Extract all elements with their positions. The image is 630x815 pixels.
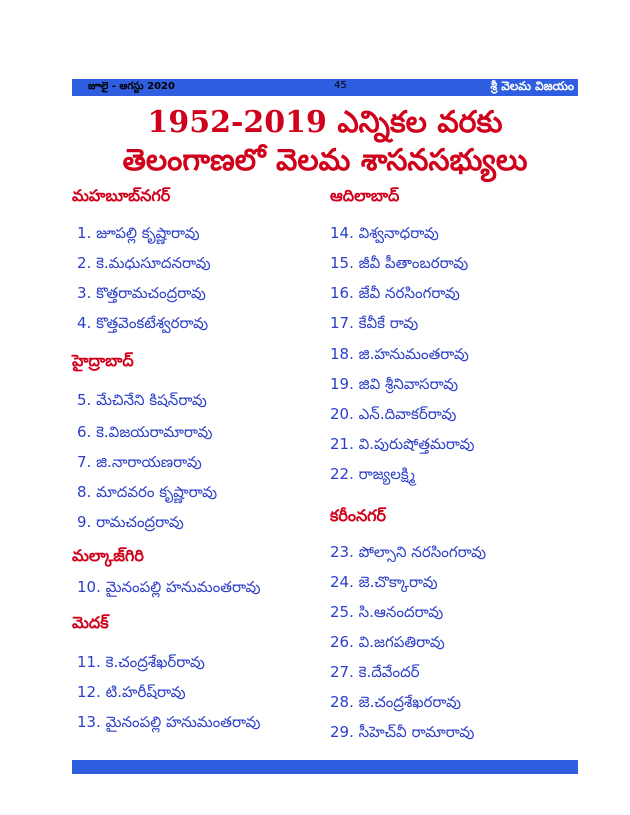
magazine-page [72,79,578,774]
magazine-name: శ్రీ వెలమ విజయం [490,79,574,93]
district-heading-hyderabad: హైద్రాబాద్ [72,351,134,370]
page-title-line1: 1952-2019 ఎన్నికల వరకు [147,105,503,140]
list-item: 3. కొత్తరామచంద్రరావు [77,284,206,302]
district-heading-medak: మెదక్ [72,613,109,632]
list-item: 24. జె.చొక్కారావు [330,573,438,591]
district-heading-karimnagar: కరీంనగర్ [330,506,387,525]
list-item: 8. మాదవరం కృష్ణారావు [77,483,218,501]
list-item: 20. ఎన్.దివాకర్‌రావు [330,405,457,423]
list-item: 19. జివి శ్రీనివాసరావు [330,375,459,393]
list-item: 10. మైనంపల్లి హనుమంతరావు [77,578,261,596]
list-item: 7. జి.నారాయణరావు [77,453,202,471]
list-item: 13. మైనంపల్లి హనుమంతరావు [77,713,261,731]
list-item: 22. రాజ్యలక్ష్మి [330,465,416,483]
header-bar [72,79,578,96]
list-item: 16. జేవీ నరసింగరావు [330,284,460,302]
page-number: 45 [334,80,347,91]
list-item: 1. జూపల్లి కృష్ణారావు [77,224,200,242]
list-item: 17. కేవీకే రావు [330,314,419,332]
list-item: 21. వి.పురుషోత్తమరావు [330,435,475,453]
district-heading-mahabubnagar: మహబూబ్‌నగర్ [72,186,171,205]
list-item: 15. జీవీ పీతాంబరరావు [330,254,469,272]
list-item: 14. విశ్వనాధరావు [330,224,439,242]
page-title-line2: తెలంగాణలో వెలమ శాసనసభ్యులు [122,143,528,178]
footer-bar [72,760,578,774]
list-item: 11. కె.చంద్రశేఖర్‌రావు [77,653,205,671]
list-item: 4. కొత్తవెంకటేశ్వరరావు [77,314,209,332]
district-heading-adilabad: ఆదిలాబాద్ [330,186,400,205]
list-item: 25. సి.ఆనందరావు [330,603,444,621]
list-item: 26. వి.జగపతిరావు [330,633,445,651]
list-item: 9. రామచంద్రరావు [77,513,184,531]
district-heading-malkajgiri: మల్కాజ్‌గిరి [72,546,144,565]
list-item: 29. సీహెచ్‌వీ రామారావు [330,723,475,741]
list-item: 2. కె.మధుసూదనరావు [77,254,211,272]
list-item: 18. జి.హనుమంతరావు [330,345,469,363]
issue-date: జూలై - ఆగస్టు 2020 [88,81,175,92]
list-item: 23. పోల్సాని నరసింగరావు [330,543,487,561]
list-item: 27. కె.దేవేందర్ [330,663,420,681]
list-item: 6. కె.విజయరామారావు [77,423,213,441]
list-item: 12. టి.హరీష్‌రావు [77,683,186,701]
list-item: 28. జె.చంద్రశేఖరరావు [330,693,461,711]
list-item: 5. మేచినేని కిషన్‌రావు [77,391,207,409]
